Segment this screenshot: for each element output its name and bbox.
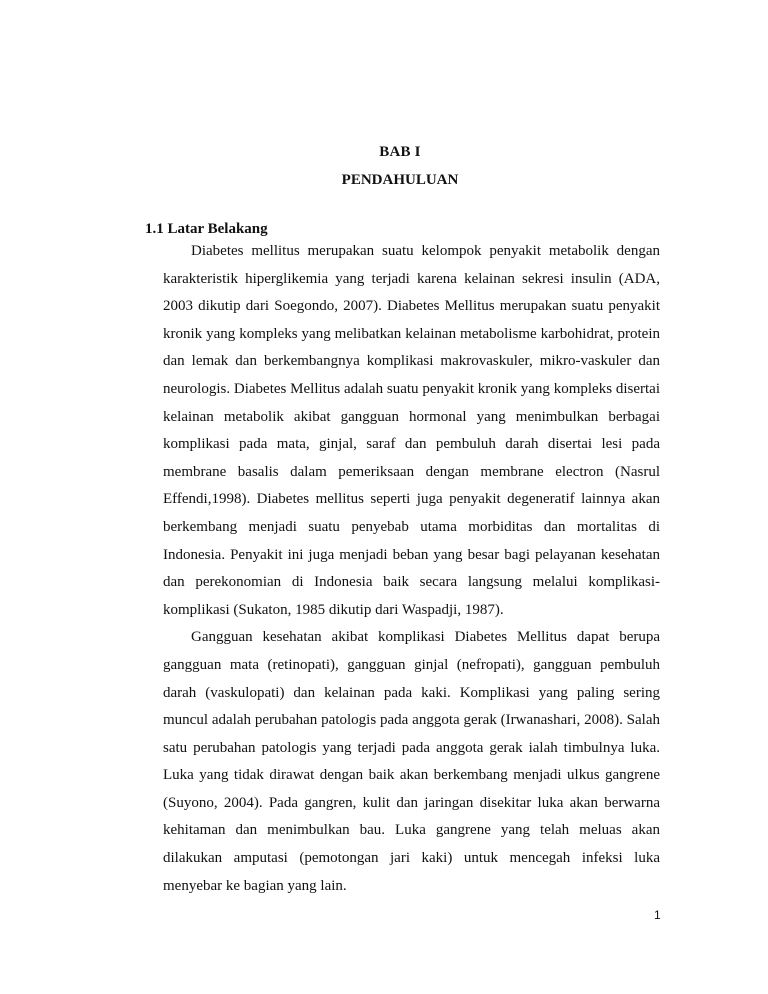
chapter-title: PENDAHULUAN [341, 172, 459, 188]
paragraph: Gangguan kesehatan akibat komplikasi Diabetes Mellitus dapat berupa gangguan mata (retinopati), gangguan ginjal (nefropati), gangguan pembuluh darah (vaskulopati) dan kelainan pada kaki. Komplikasi yang paling sering muncul adalah perubahan patologis pada anggota gerak (Irwanashari, 2008). Salah satu perubahan patologis yang terjadi pada anggota gerak ialah timbulnya luka. Luka yang tidak dirawat dengan baik akan berkembang menjadi ulkus gangrene (Suyono, 2004). Pada gangren, kulit dan jaringan disekitar luka akan berwarna kehitaman dan menimbulkan bau. Luka gangrene yang telah meluas akan dilakukan amputasi (pemotongan jari kaki) untuk mencegah infeksi luka menyebar ke bagian yang lain. [163, 629, 660, 894]
paragraph: Diabetes mellitus merupakan suatu kelompok penyakit metabolik dengan karakteristik hiperglikemia yang terjadi karena kelainan sekresi insulin (ADA, 2003 dikutip dari Soegondo, 2007). Diabetes Mellitus merupakan suatu penyakit kronik yang kompleks yang melibatkan kelainan metabolisme karbohidrat, protein dan lemak dan berkembangnya komplikasi makrovaskuler, mikro-vaskuler dan neurologis. Diabetes Mellitus adalah suatu penyakit kronik yang kompleks disertai kelainan metabolik akibat gangguan hormonal yang menimbulkan berbagai komplikasi pada mata, ginjal, saraf dan pembuluh darah disertai lesi pada membrane basalis dalam pemeriksaan dengan membrane electron (Nasrul Effendi,1998). Diabetes mellitus seperti juga penyakit degeneratif lainnya akan berkembang menjadi suatu penyebab utama morbiditas dan mortalitas di Indonesia. Penyakit ini juga menjadi beban yang besar bagi pelayanan kesehatan dan perekonomian di Indonesia baik secara langsung melalui komplikasi-komplikasi (Sukaton, 1985 dikutip dari Waspadji, 1987). [163, 243, 660, 618]
chapter-number: BAB I [379, 144, 421, 160]
page-number: 1 [654, 908, 661, 922]
section-heading: 1.1 Latar Belakang [145, 221, 268, 237]
body-text [163, 238, 660, 900]
